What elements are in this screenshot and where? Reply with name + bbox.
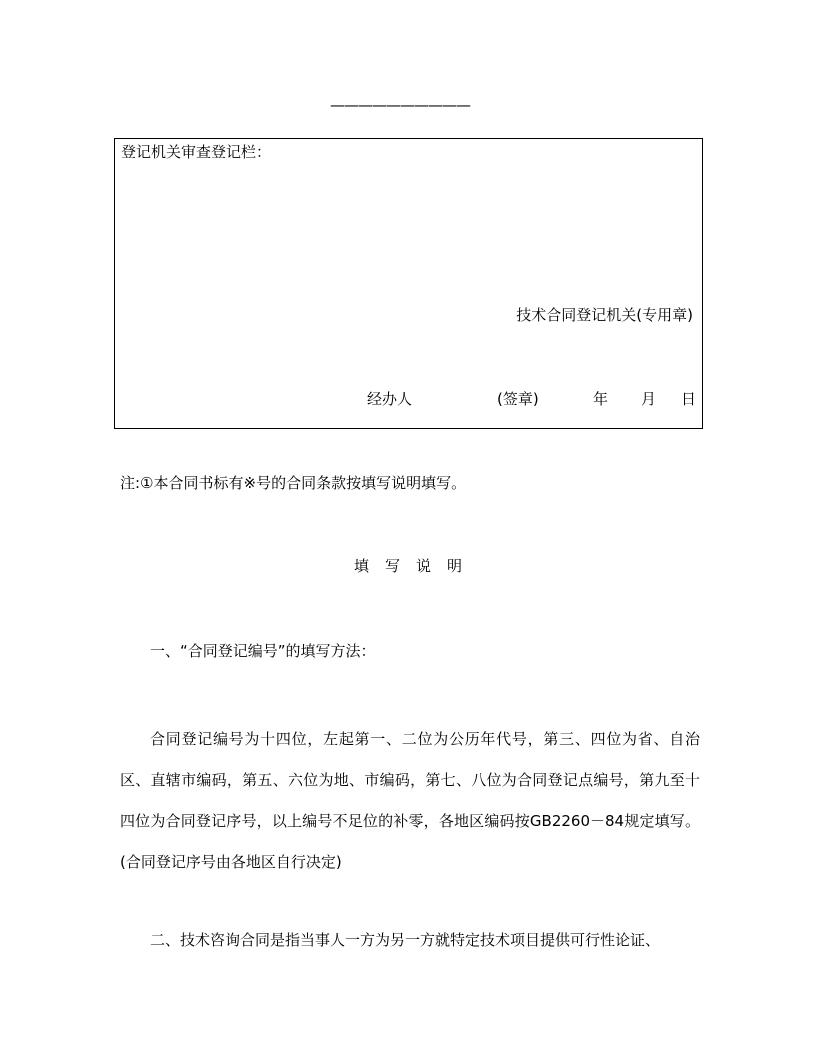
day-label: 日: [681, 390, 697, 408]
registration-seal-label: 技术合同登记机关(专用章): [516, 306, 693, 324]
note-text: 注:①本合同书标有※号的合同条款按填写说明填写。: [120, 474, 467, 492]
month-label: 月: [641, 390, 657, 408]
instruction-item-2-heading: 二、技术咨询合同是指当事人一方为另一方就特定技术项目提供可行性论证、: [150, 931, 661, 949]
registration-review-box: [114, 138, 703, 429]
signature-label: (签章): [497, 390, 539, 408]
instruction-item-1-body: 合同登记编号为十四位，左起第一、二位为公历年代号，第三、四位为省、自治区、直辖市编码，第五、六位为地、市编码，第七、八位为合同登记点编号，第九至十四位为合同登记序号，以上编号不足位的补零，各地区编码按GB2260－84规定填写。(合同登记序号由各地区自行决定): [120, 730, 700, 871]
registration-box-title: 登记机关审查登记栏：: [121, 143, 272, 161]
handler-label: 经办人: [367, 390, 413, 408]
section-title: 填写说明: [353, 557, 478, 575]
instruction-item-1-heading: 一、“合同登记编号”的填写方法：: [150, 642, 376, 660]
top-rule-line: ——————————: [330, 96, 470, 114]
year-label: 年: [593, 390, 609, 408]
